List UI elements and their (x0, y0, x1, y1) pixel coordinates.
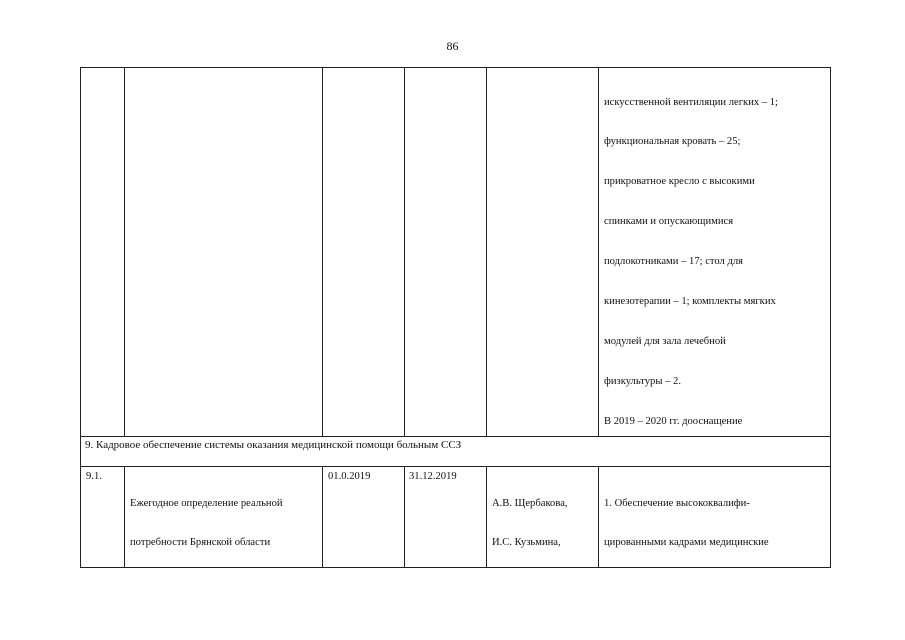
text-line: функциональная кровать – 25; (604, 136, 741, 148)
text-line: И.С. Кузьмина, (492, 537, 561, 549)
text-line: спинками и опускающимися (604, 216, 734, 228)
section-heading: 9. Кадровое обеспечение системы оказания медицинской помощи больным ССЗ (85, 439, 462, 451)
continuation-cell (604, 69, 830, 435)
text-line: модулей для зала лечебной (604, 335, 726, 347)
text-line: цированными кадрами медицинские (604, 537, 769, 549)
row-responsible (492, 470, 596, 566)
text-line: физкультуры – 2. (604, 375, 682, 387)
text-line: подлокотниками – 17; стол для (604, 256, 744, 268)
page-number: 86 (446, 39, 459, 53)
text-line: А.В. Щербакова, (492, 497, 568, 509)
row-number: 9.1. (86, 471, 102, 482)
text-line: потребности Брянской области (130, 537, 271, 549)
text-line: В 2019 – 2020 гг. дооснащение (604, 415, 743, 427)
end-date: 31.12.2019 (409, 471, 457, 482)
text-line: прикроватное кресло с высокими (604, 176, 755, 188)
row-description (130, 470, 320, 566)
text-line: искусственной вентиляции легких – 1; (604, 96, 779, 108)
row-result (604, 470, 829, 566)
text-line: 1. Обеспечение высококвалифи- (604, 497, 750, 509)
text-line: Ежегодное определение реальной (130, 497, 283, 509)
text-line: кинезотерапии – 1; комплекты мягких (604, 296, 776, 308)
start-date: 01.0.2019 (328, 471, 371, 482)
